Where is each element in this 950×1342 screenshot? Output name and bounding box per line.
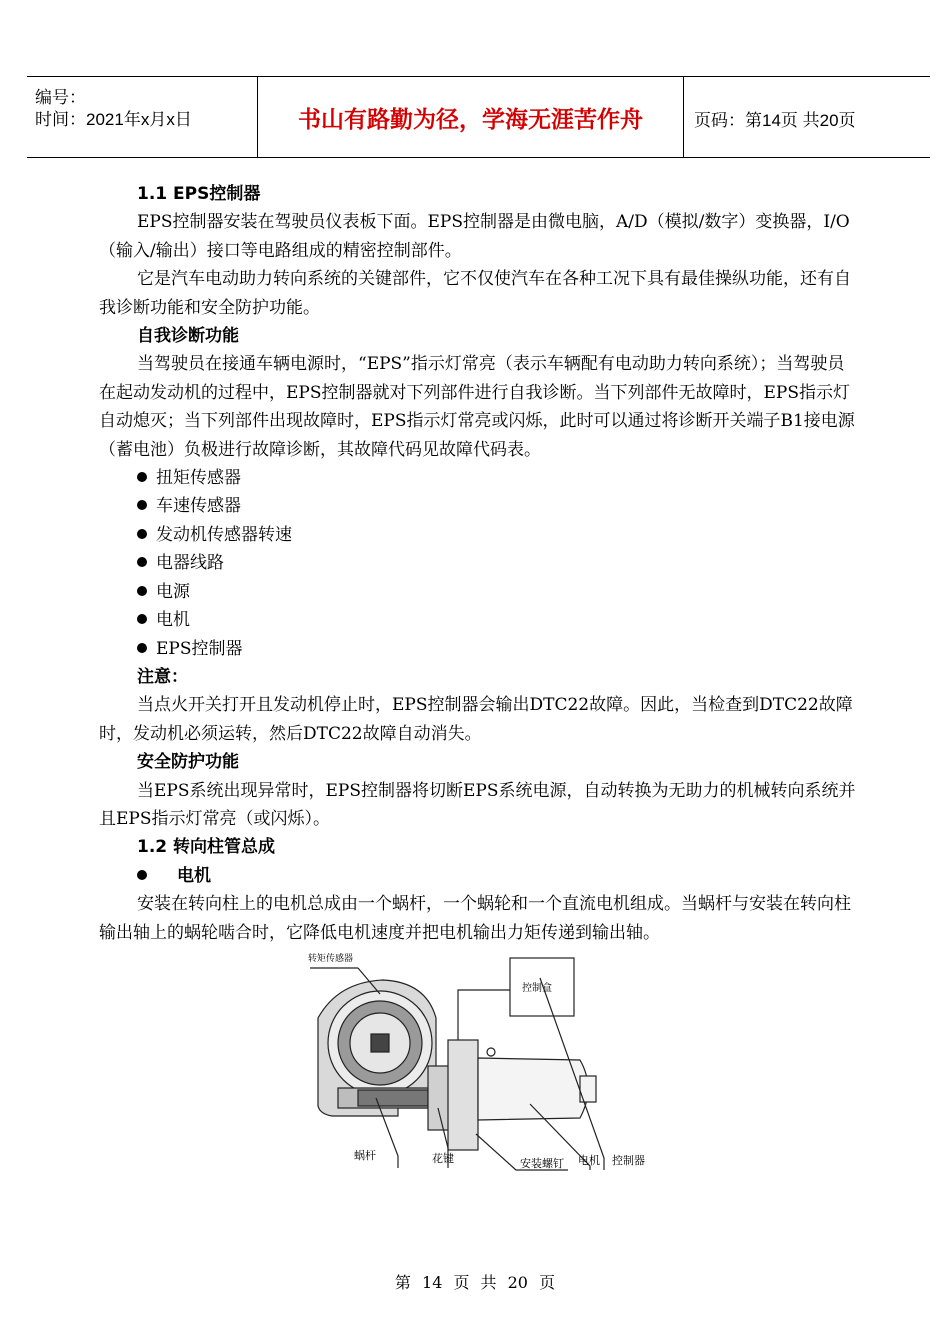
label-spline: 花键 xyxy=(432,1152,454,1165)
list-item: EPS控制器 xyxy=(99,635,859,663)
list-item: 电机 xyxy=(99,606,859,634)
section-1-1-paragraph-2: 它是汽车电动助力转向系统的关键部件，它不仅使汽车在各种工况下具有最佳操纵功能，还有自我诊断功能和安全防护功能。 xyxy=(99,269,851,318)
terminal-bolt xyxy=(487,1048,495,1056)
bullet-icon xyxy=(137,529,147,539)
bullet-icon xyxy=(137,586,147,596)
label-mounting-screw: 安装螺钉 xyxy=(520,1157,564,1170)
component-list xyxy=(99,464,859,663)
self-diagnosis-paragraph: 当驾驶员在接通车辆电源时，“EPS”指示灯常亮（表示车辆配有电动助力转向系统）；当驾驶员在起动发动机的过程中，EPS控制器就对下列部件进行自我诊断。当下列部件无故障时，EPS指示灯自动熄灭；当下列部件出现故障时，EPS指示灯常亮或闪烁，此时可以通过将诊断开关端子B1接电源（蓄电池）负极进行故障诊断，其故障代码见故障代码表。 xyxy=(99,354,855,460)
bullet-icon xyxy=(137,643,147,653)
motor-paragraph: 安装在转向柱上的电机总成由一个蜗杆，一个蜗轮和一个直流电机组成。当蜗杆与安装在转向柱输出轴上的蜗轮啮合时，它降低电机速度并把电机输出力矩传递到输出轴。 xyxy=(99,894,851,943)
self-diagnosis-title: 自我诊断功能 xyxy=(137,326,239,347)
bullet-icon xyxy=(137,614,147,624)
label-worm: 蜗杆 xyxy=(354,1149,376,1162)
worm-thread xyxy=(358,1090,428,1106)
motor-heading: 电机 xyxy=(99,862,859,890)
section-1-1-title: 1.1 EPS控制器 xyxy=(137,184,261,204)
label-motor: 电机 xyxy=(578,1154,600,1167)
list-item: 发动机传感器转速 xyxy=(99,521,859,549)
section-1-2-title: 1.2 转向柱管总成 xyxy=(137,837,276,858)
bullet-icon xyxy=(137,500,147,510)
label-controller: 控制器 xyxy=(612,1154,645,1167)
motor-assembly-diagram xyxy=(298,948,663,1188)
section-1-1-paragraph-1: EPS控制器安装在驾驶员仪表板下面。EPS控制器是由微电脑，A/D（模拟/数字）变换器，I/O（输入/输出）接口等电路组成的精密控制部件。 xyxy=(99,212,850,261)
list-item: 车速传感器 xyxy=(99,492,859,520)
note-title: 注意： xyxy=(137,666,188,687)
output-shaft xyxy=(371,1034,389,1052)
header-left-cell xyxy=(27,77,257,157)
list-item: 电器线路 xyxy=(99,549,859,577)
wire-1 xyxy=(458,990,510,1040)
header-page-number: 页码：第14页 共20页 xyxy=(694,111,856,130)
header-motto-cell xyxy=(257,77,684,157)
safety-title: 安全防护功能 xyxy=(137,752,239,773)
doc-date-label: 时间：2021年x月x日 xyxy=(35,110,192,129)
list-item: 电源 xyxy=(99,578,859,606)
page-footer: 第 14 页 共 20 页 xyxy=(394,1273,556,1292)
bullet-icon xyxy=(137,472,147,482)
document-body xyxy=(99,180,859,947)
page-header xyxy=(27,76,930,158)
motor-heading-list xyxy=(99,862,859,890)
list-item: 扭矩传感器 xyxy=(99,464,859,492)
motor-assembly-figure xyxy=(298,948,663,1188)
doc-code-label: 编号： xyxy=(35,88,86,107)
bullet-icon xyxy=(137,557,147,567)
header-motto: 书山有路勤为径，学海无涯苦作舟 xyxy=(298,106,643,132)
note-paragraph: 当点火开关打开且发动机停止时，EPS控制器会输出DTC22故障。因此，当检查到DTC22故障时，发动机必须运转，然后DTC22故障自动消失。 xyxy=(99,695,853,744)
safety-paragraph: 当EPS系统出现异常时，EPS控制器将切断EPS系统电源，自动转换为无助力的机械转向系统并且EPS指示灯常亮（或闪烁）。 xyxy=(99,780,856,829)
header-right-cell xyxy=(682,77,930,157)
label-torque-sensor: 转矩传感器 xyxy=(308,954,354,964)
motor-end-cap xyxy=(448,1040,478,1150)
label-control-box: 控制盒 xyxy=(522,983,552,994)
bullet-icon xyxy=(137,870,147,880)
